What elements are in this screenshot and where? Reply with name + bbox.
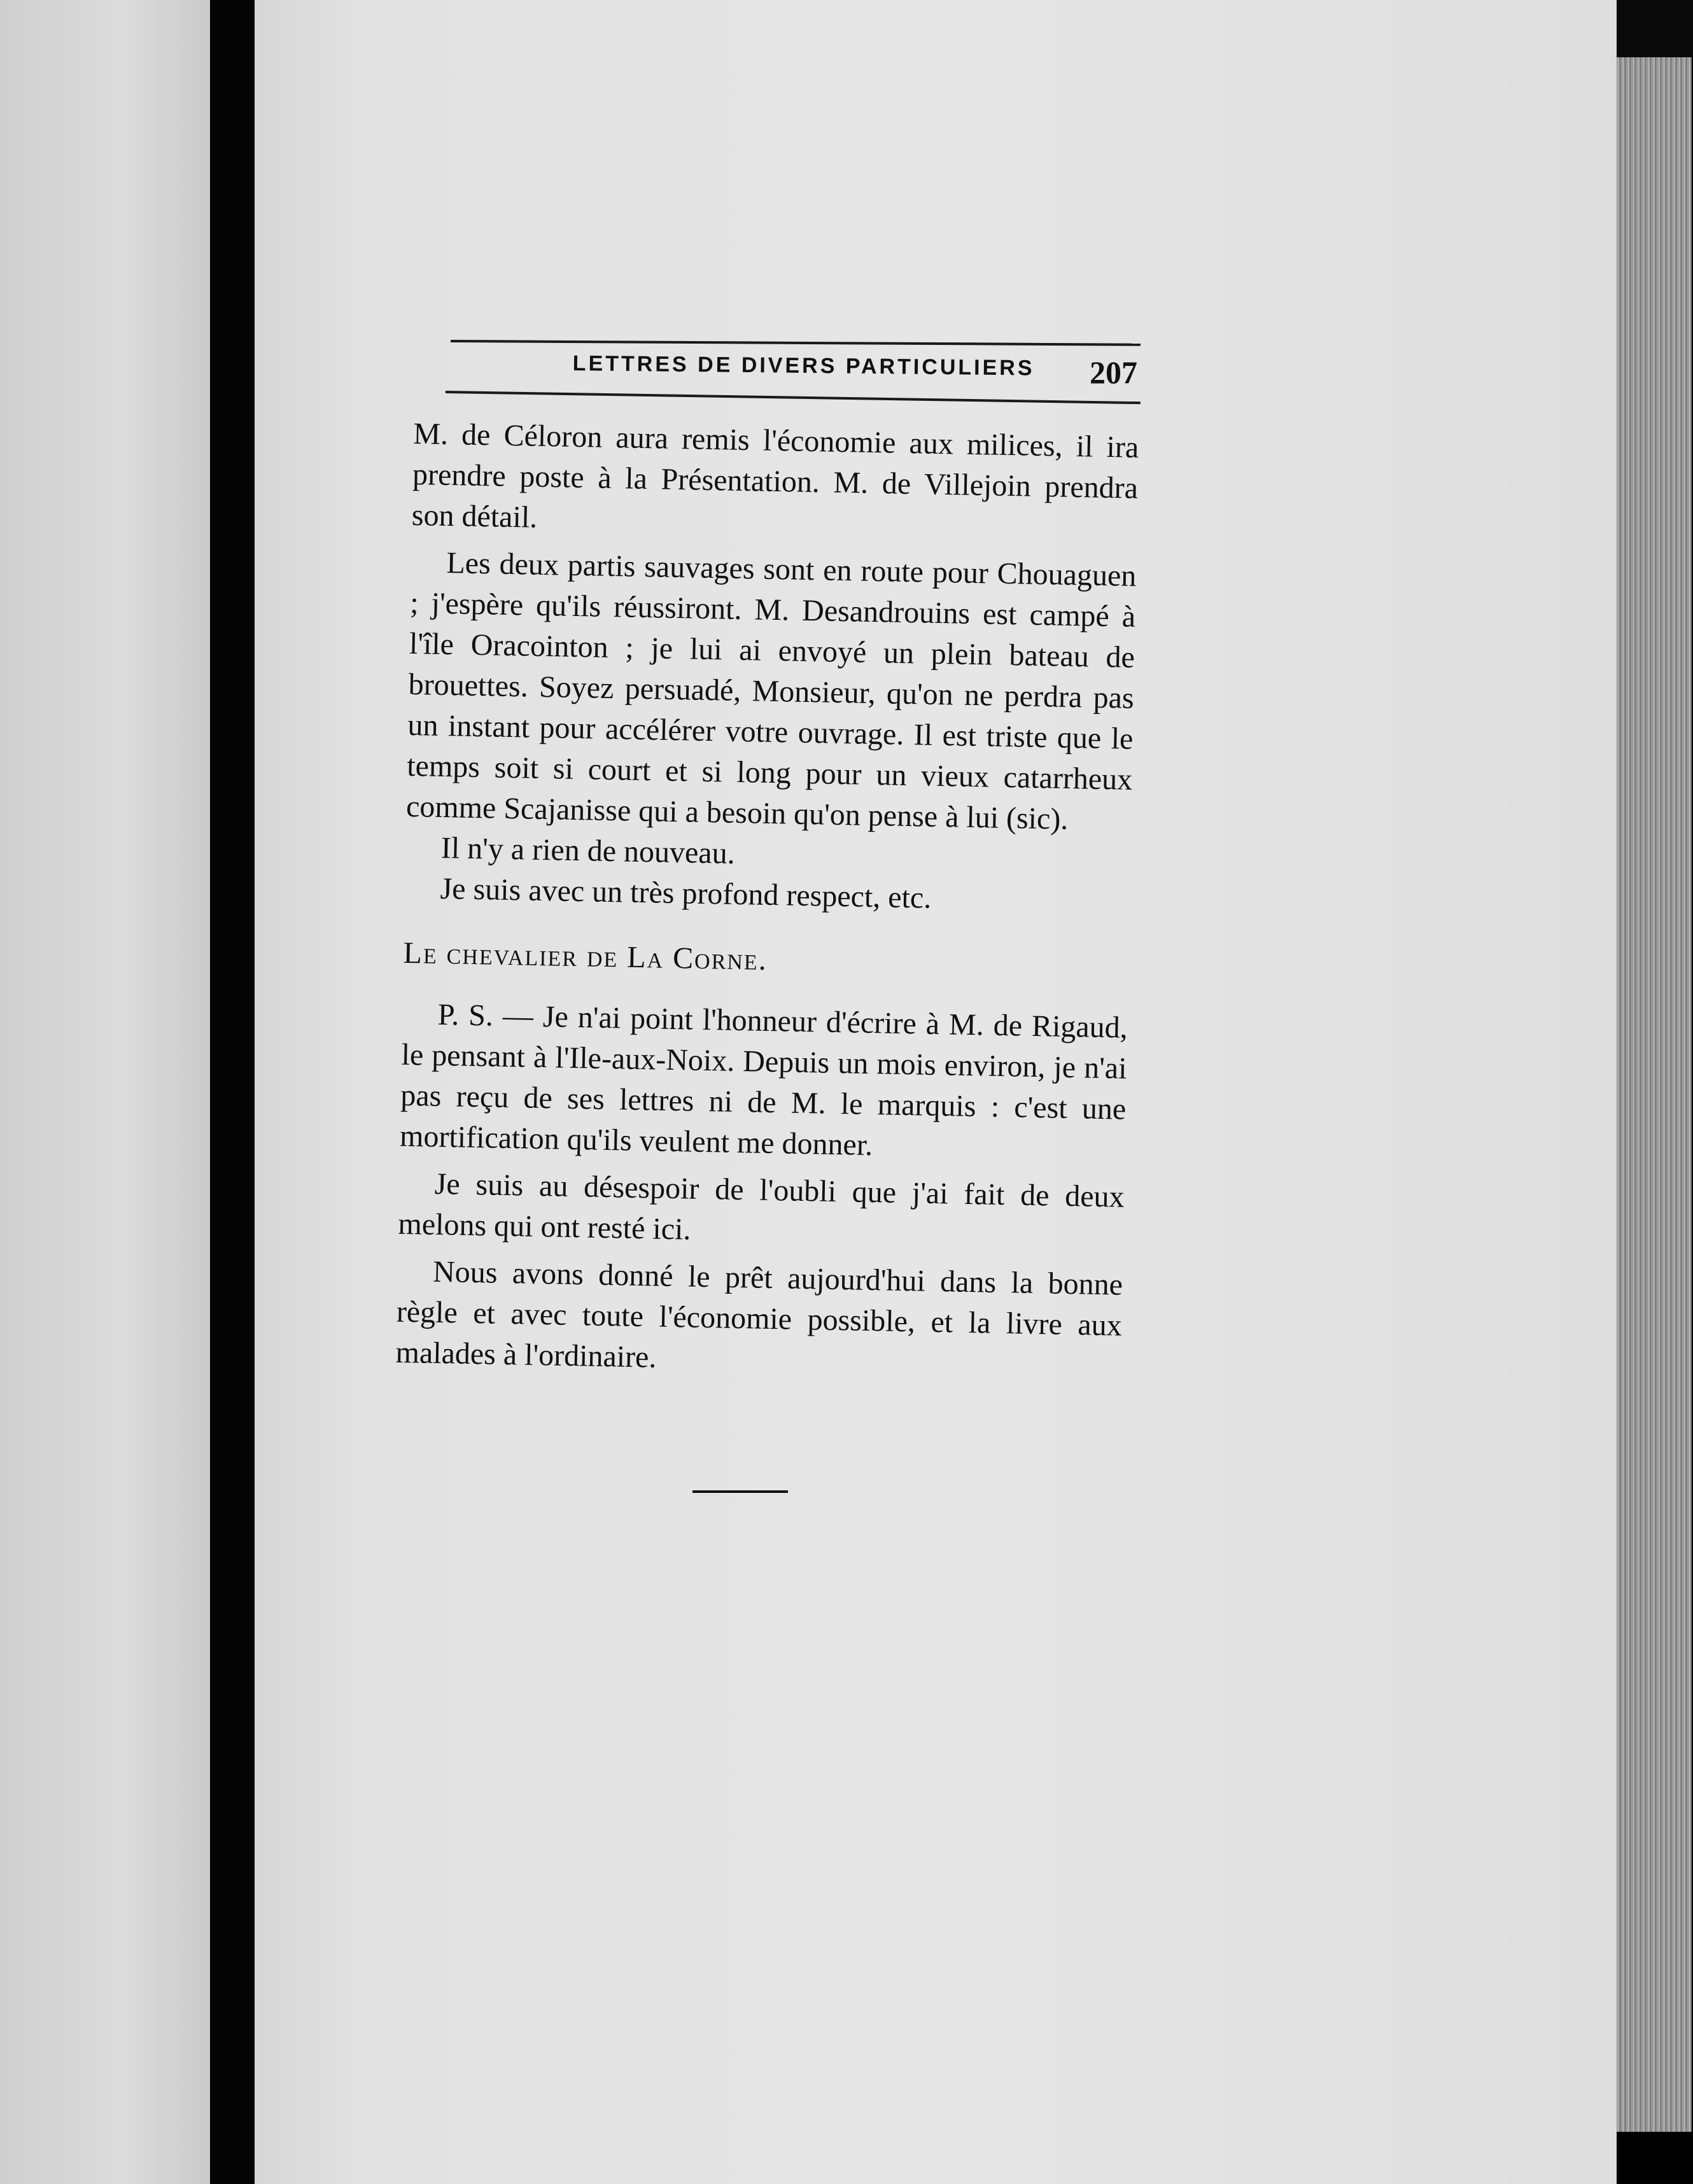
letter-text xyxy=(395,414,1139,1387)
postscript-paragraph: P. S. — Je n'ai point l'honneur d'écrire à M. de Rigaud, le pensant à l'Ile-aux-Noix. Depuis un mois environ, je n'ai pas reçu de ses lettres ni de M. le marquis : c'est une mortification qu'ils veulent me donner. xyxy=(399,997,1128,1163)
signature: Le chevalier de La Corne. xyxy=(403,935,768,977)
running-title: LETTRES DE DIVERS PARTICULIERS xyxy=(572,351,1035,381)
postscript-paragraph: Nous avons donné le prêt aujourd'hui dans la bonne règle et avec toute l'économie possible, et la livre aux malades à l'ordinaire. xyxy=(395,1254,1123,1375)
page-number: 207 xyxy=(1090,354,1137,390)
paragraph: Les deux partis sauvages sont en route pour Chouaguen ; j'espère qu'ils réussiront. M. Desandrouins est campé à l'île Oracointon ; je lui ai envoyé un plein bateau de brouettes. Soyez persuadé, Monsieur, qu'on ne perdra pas un instant pour accélérer votre ouvrage. Il est triste que le temps soit si court et si long pour un vieux catarrheux comme Scajanisse qui a besoin qu'on pense à lui (sic). xyxy=(405,546,1137,836)
paragraph: M. de Céloron aura remis l'économie aux milices, il ira prendre poste à la Présentation. M. de Villejoin prendra son détail. xyxy=(411,416,1139,535)
postscript-paragraph: Je suis au désespoir de l'oubli que j'ai fait de deux melons qui ont resté ici. xyxy=(398,1166,1125,1247)
facing-page-margin xyxy=(0,0,210,2184)
book-gutter xyxy=(210,0,255,2184)
page-edges xyxy=(1617,57,1692,2132)
paragraph: Il n'y a rien de nouveau. xyxy=(440,830,736,871)
closing-rule xyxy=(692,1490,788,1493)
paragraph: Je suis avec un très profond respect, etc. xyxy=(440,871,932,915)
scan-background xyxy=(1617,0,1693,57)
